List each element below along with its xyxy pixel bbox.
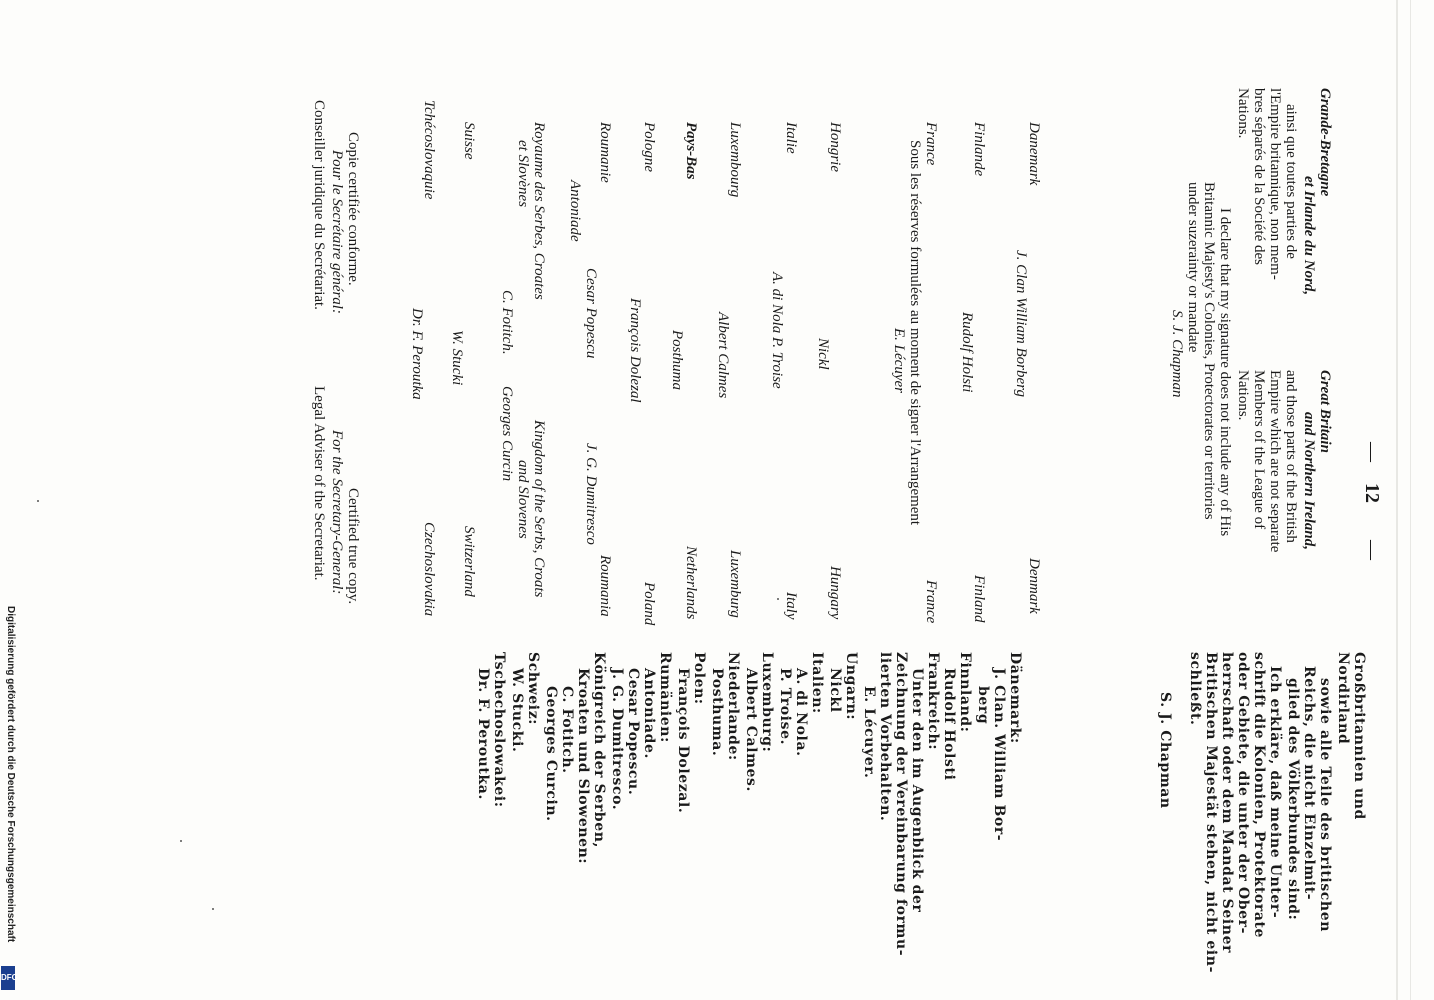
de-declare-1: Ich erkläre, daß meine Unter- (1267, 666, 1283, 919)
fr-denmark: Danemark (1026, 122, 1042, 186)
de-gb-text-3: glied des Völkerbundes sind: (1285, 678, 1301, 921)
fr-czech: Tchécoslovaquie (421, 100, 437, 200)
de-gb-text-2: Reichs, die nicht Einzelmit- (1301, 666, 1317, 901)
de-poland-sign: François Dolezal. (675, 668, 691, 814)
de-gb-sign: S. J. Chapman (1157, 692, 1173, 809)
fr-france: France (923, 122, 939, 166)
en-netherlands: Netherlands (683, 546, 699, 620)
en-switzerland: Switzerland (461, 526, 477, 597)
de-scs-1: Königreich der Serben, (591, 652, 607, 848)
de-hungary-sign: Nickl (827, 668, 843, 713)
fr-gb-text-3: bres séparés de la Société des (1251, 88, 1267, 266)
de-czech-sign: Dr. F. Peroutka. (475, 668, 491, 800)
dash-left: — (1361, 540, 1383, 560)
de-hungary: Ungarn: (843, 652, 859, 721)
fr-cert-2: Pour le Secrétaire général: (329, 150, 345, 314)
fr-italy-sign: A. di Nola P. Troise (769, 272, 785, 389)
en-italy: Italy (783, 592, 799, 620)
fr-luxembourg-sign: Albert Calmes (715, 312, 731, 399)
en-romania-sign: J. G. Dumitresco (583, 443, 599, 545)
de-declare-5: Britischen Majestät stehen, nicht ein- (1203, 652, 1219, 973)
en-cert-3: Legal Adviser of the Secretariat. (311, 386, 327, 581)
en-luxembourg: Luxemburg (727, 550, 743, 618)
fr-gb-text-4: Nations. (1235, 88, 1251, 139)
de-scs-sign-2: Georges Curcin. (543, 686, 559, 822)
fr-finland: Finlande (971, 122, 987, 177)
de-luxembourg-sign: Albert Calmes. (743, 668, 759, 793)
fr-italy: Italie (783, 122, 799, 154)
fr-netherlands-sign: Posthuma (669, 330, 685, 390)
en-declare-2: Britannic Majesty's Colonies, Protectorates or territories (1201, 182, 1217, 520)
en-denmark: Denmark (1026, 558, 1042, 614)
de-declare-2: schrift die Kolonien, Protektorate (1251, 652, 1267, 939)
de-romania-sign-1: Antoniade. (641, 668, 657, 759)
de-luxembourg: Luxemburg: (759, 652, 775, 753)
fr-romania-sign: Cesar Popescu (583, 268, 599, 359)
en-france: France (923, 580, 939, 624)
en-scs-sign: Georges Curcin (499, 386, 515, 482)
de-france-reserve-1: Unter den im Augenblick der (909, 668, 925, 913)
fr-france-reserve: Sous les réserves formulées au moment de signer l'Arrangement (907, 140, 923, 526)
fr-finland-sign: Rudolf Holsti (959, 312, 975, 393)
de-romania: Rumänien: (657, 652, 673, 743)
de-netherlands-sign: Posthuma. (709, 668, 725, 757)
de-denmark: Dänemark: (1007, 652, 1023, 744)
scan-speck (37, 500, 39, 502)
fr-hungary: Hongrie (827, 122, 843, 172)
de-czech: Tschechoslowakei: (491, 652, 507, 808)
dash-right: — (1361, 442, 1383, 462)
fr-scs-sign: C. Fotitch. (499, 290, 515, 355)
scan-speck (777, 598, 779, 600)
en-declare-3: under suzerainty or mandate (1185, 182, 1201, 353)
fr-poland-sign: François Dolezal (627, 298, 643, 403)
de-declare-3: oder Gebiete, die unter der Ober- (1235, 652, 1251, 934)
de-gb-heading-1: Großbritannien und (1351, 652, 1367, 820)
de-romania-sign-2: Cesar Popescu. (625, 668, 641, 796)
en-gb-text-1: and those parts of the British (1283, 370, 1299, 543)
en-gb-sign: S. J. Chapman (1169, 310, 1185, 398)
fr-scs-2: et Slovènes (515, 140, 531, 208)
fr-poland: Pologne (641, 122, 657, 172)
de-france: Frankreich: (925, 652, 941, 751)
en-romania: Roumania (597, 555, 613, 617)
de-finland: Finnland: (957, 652, 973, 733)
scan-speck (212, 908, 214, 910)
de-finland-sign: Rudolf Holsti (941, 668, 957, 781)
de-romania-sign-3: J. G. Dumitresco. (609, 668, 625, 811)
de-scs-sign-1: C. Fotitch. (559, 686, 575, 774)
de-italy-sign-2: P. Troise. (777, 668, 793, 746)
en-cert-1: Certified true copy. (345, 488, 361, 605)
en-scs-2: and Slovenes (515, 460, 531, 539)
fr-luxembourg: Luxembourg (727, 122, 743, 198)
de-scs-2: Kroaten und Slowenen: (575, 668, 591, 865)
fr-switzerland: Suisse (461, 122, 477, 160)
de-denmark-sign-1: J. Clan. William Bor- (991, 668, 1007, 842)
fr-switzerland-sign: W. Stucki (449, 330, 465, 386)
de-declare-4: herrschaft oder dem Mandat Seiner (1219, 652, 1235, 954)
en-scs-1: Kingdom of the Serbs, Croats (531, 420, 547, 598)
fr-france-sign: E. Lécuyer (891, 328, 907, 393)
fr-gb-heading-2: et Irlande du Nord, (1301, 176, 1317, 296)
de-france-reserve-3: lierten Vorbehalten. (877, 652, 893, 822)
page-number: 12 (1361, 483, 1383, 503)
de-italy: Italien: (809, 652, 825, 714)
de-switzerland-sign: W. Stucki. (509, 668, 525, 753)
fr-gb-text-1: ainsi que toutes parties de (1283, 104, 1299, 259)
fr-denmark-sign: J. Clan William Borberg (1013, 250, 1029, 397)
de-denmark-sign-2: berg (975, 686, 991, 725)
en-finland: Finland (971, 575, 987, 623)
en-poland: Poland (641, 582, 657, 626)
dfg-logo: DFG (1, 966, 15, 990)
en-gb-text-2: Empire which are not separate (1267, 370, 1283, 553)
fr-cert-1: Copie certifiée conforme. (345, 132, 361, 286)
scan-speck (180, 840, 182, 842)
en-gb-text-4: Nations. (1235, 370, 1251, 421)
fr-scs-1: Royaume des Serbes, Croates (531, 122, 547, 300)
en-czech: Czechoslovakia (421, 522, 437, 617)
en-declare-1: I declare that my signature does not include any of His (1217, 208, 1233, 537)
fr-gb-text-2: l'Empire britannique, non mem- (1267, 88, 1283, 280)
de-italy-sign-1: A. di Nola. (793, 668, 809, 757)
fr-czech-sign: Dr. F. Peroutka (409, 308, 425, 400)
de-france-sign: E. Lécuyer. (861, 686, 877, 779)
de-france-reserve-2: Zeichnung der Vereinbarung formu- (893, 652, 909, 957)
en-hungary: Hungary (827, 566, 843, 620)
de-poland: Polen: (691, 652, 707, 705)
fr-netherlands: Pays-Bas (683, 122, 699, 180)
en-cert-2: For the Secretary-General: (329, 430, 345, 595)
scan-credit: Digitalisierung gefördert durch die Deutsche Forschungsgemeinschaft (5, 606, 16, 943)
de-gb-text-1: sowie alle Teile des britischen (1317, 678, 1333, 932)
fr-cert-3: Conseiller juridique du Secrétariat. (311, 100, 327, 310)
en-gb-text-3: Members of the League of (1251, 370, 1267, 530)
en-gb-heading-1: Great Britain (1317, 370, 1333, 453)
en-gb-heading-2: and Northern Ireland, (1301, 412, 1317, 550)
fr-hungary-sign: Nickl (815, 338, 831, 370)
de-gb-heading-2: Nordirland (1335, 652, 1351, 745)
de-switzerland: Schweiz: (525, 652, 541, 726)
fr-gb-heading-1: Grande-Bretagne (1317, 88, 1333, 197)
fr-romania: Roumanie (597, 122, 613, 183)
de-netherlands: Niederlande: (725, 652, 741, 761)
fr-romania-sign-2: Antoniade (567, 180, 583, 242)
de-declare-6: schließt. (1187, 652, 1203, 726)
